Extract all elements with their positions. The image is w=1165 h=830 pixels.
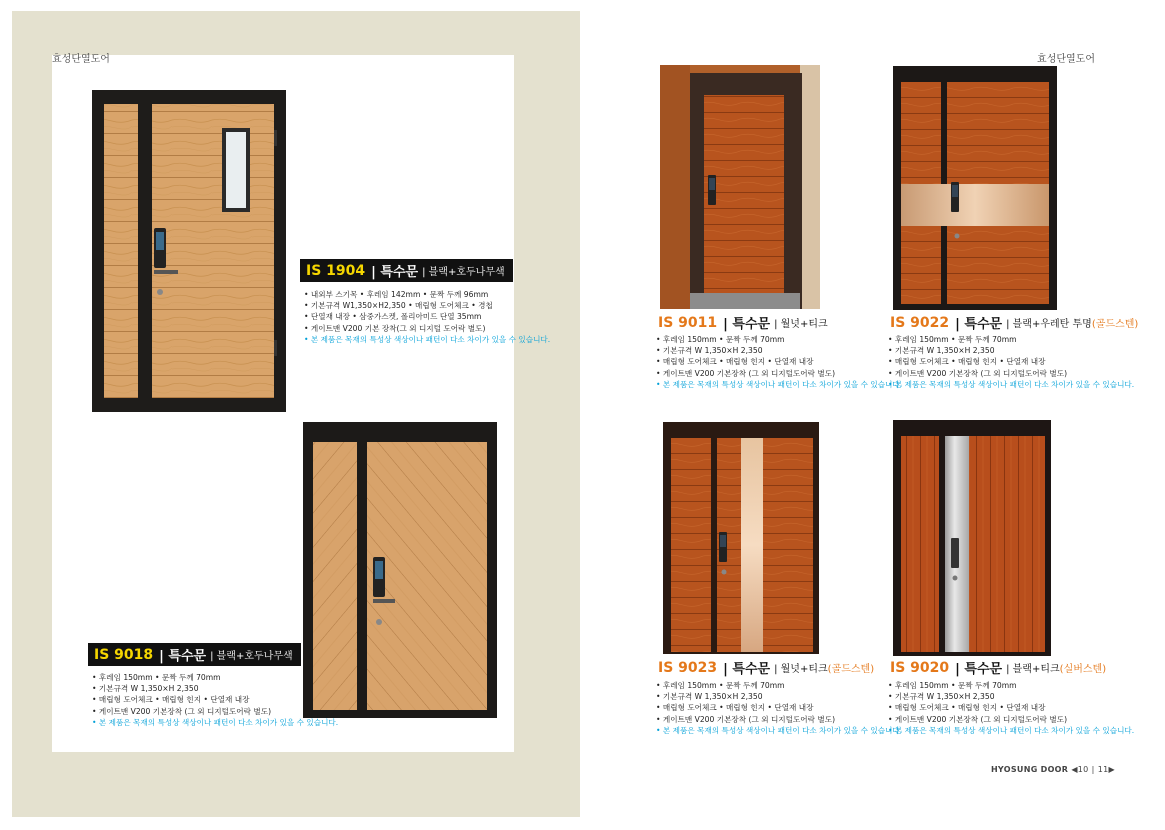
spec-line: • 후레임 150mm • 문짝 두께 70mm	[656, 681, 785, 690]
color-description: | 월넛+티크	[774, 319, 828, 330]
model-number: IS 9023	[658, 659, 718, 676]
category-label: | 특수문	[371, 265, 419, 280]
title-is9022	[890, 313, 1138, 332]
model-number: IS 1904	[306, 262, 366, 279]
door-image-is9022	[893, 66, 1057, 310]
spec-line: • 게이트맨 V200 기본장착 (그 외 디지털도어락 별도)	[656, 368, 836, 378]
model-number: IS 9018	[94, 646, 154, 663]
color-description: | 월넛+티크	[774, 664, 828, 675]
door-image-is9023	[663, 422, 819, 654]
specs-is9011	[656, 334, 902, 390]
spec-line: • 게이트맨 V200 기본장착 (그 외 디지털도어락 별도)	[656, 714, 836, 724]
category-label: | 특수문	[159, 649, 207, 664]
title-is9020	[890, 658, 1106, 677]
color-description: | 블랙+티크	[1006, 664, 1060, 675]
spec-line: • 매립형 도어체크 • 매립형 힌지 • 단열재 내장	[888, 357, 1046, 367]
brand-label-right: 효성단열도어	[1037, 54, 1095, 65]
category-label: | 특수문	[723, 662, 771, 677]
material-note: • 본 제품은 목재의 특성상 색상이나 패턴이 다소 차이가 있을 수 있습니다.	[92, 717, 339, 727]
spec-line: • 기본규격 W 1,350×H 2,350	[888, 692, 995, 702]
color-description: | 블랙+우레탄 투명	[1006, 319, 1092, 330]
spec-line: • 매립형 도어체크 • 매립형 힌지 • 단열재 내장	[656, 357, 814, 367]
spec-line: • 기본규격 W 1,350×H 2,350	[888, 346, 995, 356]
spec-line: • 내외부 스기목 • 후레임 142mm • 문짝 두께 96mm	[304, 290, 489, 299]
spec-line: • 기본규격 W 1,350×H 2,350	[656, 346, 763, 356]
spec-line: • 게이트맨 V200 기본 장착(그 외 디지털 도어락 별도)	[304, 323, 486, 333]
specs-is9018	[92, 672, 338, 728]
specs-is9020	[888, 680, 1134, 736]
material-note: • 본 제품은 목재의 특성상 색상이나 패턴이 다소 차이가 있을 수 있습니다.	[888, 725, 1135, 735]
page-number-left: ◀10	[1071, 765, 1089, 774]
door-image-is9020	[893, 420, 1051, 656]
finish-label: (골드스텐)	[1091, 319, 1139, 330]
category-label: | 특수문	[955, 317, 1003, 332]
door-image-is9011	[660, 65, 820, 309]
spec-line: • 기본규격 W 1,350×H 2,350	[92, 684, 199, 694]
model-number: IS 9022	[890, 314, 950, 331]
title-is9023	[658, 658, 874, 677]
spec-line: • 게이트맨 V200 기본장착 (그 외 디지털도어락 별도)	[888, 714, 1068, 724]
brand-label-left: 효성단열도어	[52, 54, 110, 65]
category-label: | 특수문	[955, 662, 1003, 677]
material-note: • 본 제품은 목재의 특성상 색상이나 패턴이 다소 차이가 있을 수 있습니다.	[656, 379, 903, 389]
spec-line: • 후레임 150mm • 문짝 두께 70mm	[656, 335, 785, 344]
spec-line: • 게이트맨 V200 기본장착 (그 외 디지털도어락 별도)	[92, 706, 272, 716]
spec-line: • 후레임 150mm • 문짝 두께 70mm	[888, 335, 1017, 344]
spec-line: • 매립형 도어체크 • 매립형 힌지 • 단열재 내장	[92, 695, 250, 705]
finish-label: (실버스텐)	[1059, 664, 1107, 675]
specs-is1904	[304, 289, 550, 345]
title-is1904	[300, 259, 513, 282]
spec-line: • 게이트맨 V200 기본장착 (그 외 디지털도어락 별도)	[888, 368, 1068, 378]
footer-brand: HYOSUNG DOOR	[990, 765, 1069, 774]
page-number-right: 11▶	[1097, 765, 1115, 774]
door-image-is1904	[92, 90, 286, 412]
finish-label: (골드스텐)	[827, 664, 875, 675]
color-description: | 블랙+호두나무색	[422, 267, 505, 278]
material-note: • 본 제품은 목재의 특성상 색상이나 패턴이 다소 차이가 있을 수 있습니다.	[888, 379, 1135, 389]
spec-line: • 후레임 150mm • 문짝 두께 70mm	[888, 681, 1017, 690]
color-description: | 블랙+호두나무색	[210, 651, 293, 662]
model-number: IS 9020	[890, 659, 950, 676]
spec-line: • 후레임 150mm • 문짝 두께 70mm	[92, 673, 221, 682]
spec-line: • 매립형 도어체크 • 매립형 힌지 • 단열재 내장	[656, 703, 814, 713]
spec-line: • 기본규격 W 1,350×H 2,350	[656, 692, 763, 702]
material-note: • 본 제품은 목재의 특성상 색상이나 패턴이 다소 차이가 있을 수 있습니다.	[656, 725, 903, 735]
specs-is9023	[656, 680, 902, 736]
title-is9018	[88, 643, 301, 666]
material-note: • 본 제품은 목재의 특성상 색상이나 패턴이 다소 차이가 있을 수 있습니다.	[304, 334, 551, 344]
page-footer	[991, 765, 1115, 774]
specs-is9022	[888, 334, 1134, 390]
spec-line: • 매립형 도어체크 • 매립형 힌지 • 단열재 내장	[888, 703, 1046, 713]
model-number: IS 9011	[658, 314, 718, 331]
spec-line: • 기본규격 W1,350×H2,350 • 매립형 도어체크 • 경첩	[304, 301, 493, 311]
category-label: | 특수문	[723, 317, 771, 332]
spec-line: • 단열재 내장 • 삼중가스켓, 폴리아미드 단열 35mm	[304, 312, 482, 322]
title-is9011	[658, 313, 828, 332]
page-separator: |	[1091, 765, 1095, 774]
